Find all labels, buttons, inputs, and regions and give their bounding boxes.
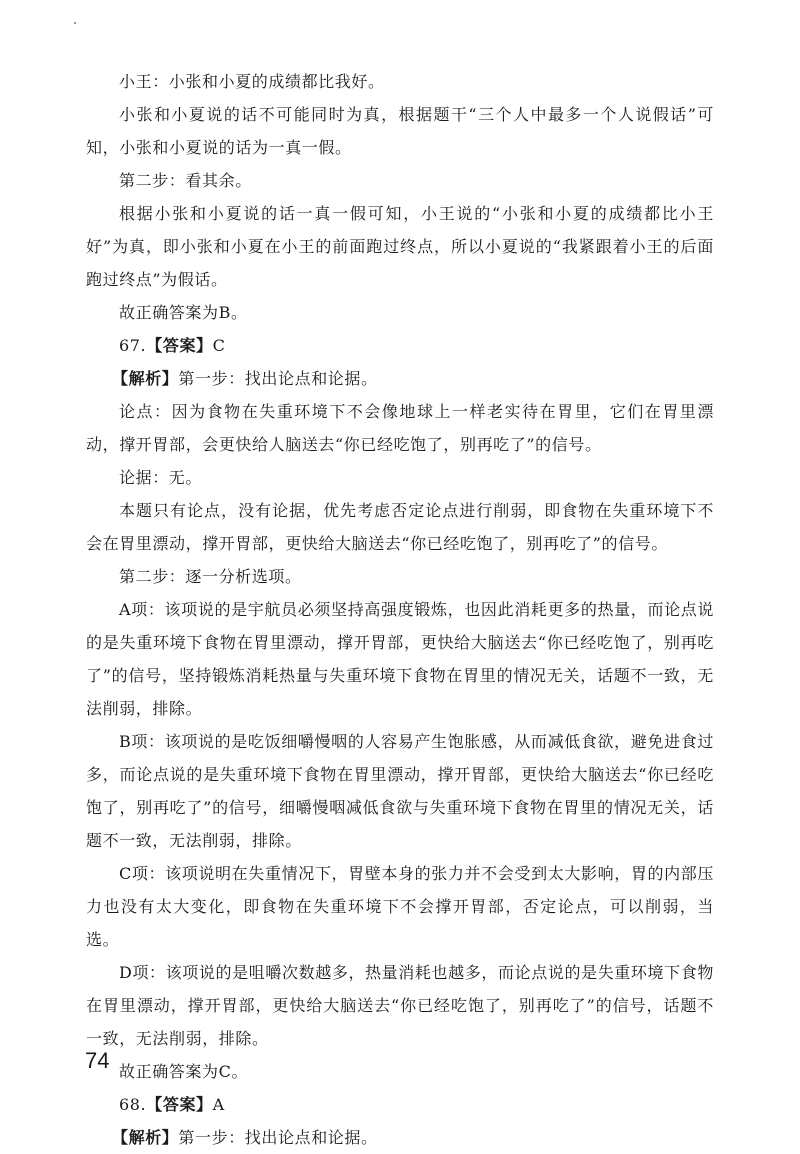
section-text: 第一步：找出论点和论据。 xyxy=(178,1128,378,1147)
answer-heading xyxy=(86,1121,714,1154)
question-number: 68. xyxy=(119,1095,147,1114)
section-label: 【答案】 xyxy=(146,1095,213,1114)
paragraph: 故正确答案为B。 xyxy=(119,303,248,322)
section-text: 第一步：找出论点和论据。 xyxy=(178,369,378,388)
section-label: 【解析】 xyxy=(112,369,179,388)
paragraph: 根据小张和小夏说的话一真一假可知，小王说的“小张和小夏的成绩都比小王好”为真，即小张和小夏在小王的前面跑过终点，所以小夏说的“我紧跟着小王的后面跑过终点”为假话。 xyxy=(86,204,714,289)
paragraph: 本题只有论点，没有论据，优先考虑否定论点进行削弱，即食物在失重环境下不会在胃里漂动，撑开胃部，更快给大脑送去“你已经吃饱了，别再吃了”的信号。 xyxy=(86,501,714,553)
answer-heading xyxy=(86,329,714,362)
paragraph: 第二步：看其余。 xyxy=(119,171,252,190)
paragraph: 小王：小张和小夏的成绩都比我好。 xyxy=(119,72,385,91)
paragraph: C项：该项说明在失重情况下，胃壁本身的张力并不会受到太大影响，胃的内部压力也没有太大变化，即食物在失重环境下不会撑开胃部，否定论点，可以削弱，当选。 xyxy=(86,864,714,949)
question-number: 67. xyxy=(119,336,147,355)
scan-speck xyxy=(74,22,76,24)
answer-heading xyxy=(86,1088,714,1121)
paragraph: 第二步：逐一分析选项。 xyxy=(119,567,302,586)
paragraph: 论点：因为食物在失重环境下不会像地球上一样老实待在胃里，它们在胃里漂动，撑开胃部，会更快给人脑送去“你已经吃饱了，别再吃了”的信号。 xyxy=(86,402,714,454)
section-text: A xyxy=(212,1095,225,1114)
paragraph: 故正确答案为C。 xyxy=(119,1062,249,1081)
section-label: 【解析】 xyxy=(112,1128,179,1147)
paragraph: D项：该项说的是咀嚼次数越多，热量消耗也越多，而论点说的是失重环境下食物在胃里漂动，撑开胃部，更快给大脑送去“你已经吃饱了，别再吃了”的信号，话题不一致，无法削弱，排除。 xyxy=(86,963,714,1048)
document-body xyxy=(86,65,714,1154)
paragraph: B项：该项说的是吃饭细嚼慢咽的人容易产生饱胀感，从而减低食欲，避免进食过多，而论点说的是失重环境下食物在胃里漂动，撑开胃部，更快给大脑送去“你已经吃饱了，别再吃了”的信号，细嚼慢咽减低食欲与失重环境下食物在胃里的情况无关，话题不一致，无法削弱，排除。 xyxy=(86,732,714,850)
answer-heading xyxy=(86,362,714,395)
paragraph: A项：该项说的是宇航员必须坚持高强度锻炼，也因此消耗更多的热量，而论点说的是失重环境下食物在胃里漂动，撑开胃部，更快给大脑送去“你已经吃饱了，别再吃了”的信号，坚持锻炼消耗热量与失重环境下食物在胃里的情况无关，话题不一致，无法削弱，排除。 xyxy=(86,600,714,718)
paragraph: 论据：无。 xyxy=(119,468,203,487)
paragraph: 小张和小夏说的话不可能同时为真，根据题干“三个人中最多一个人说假话”可知，小张和小夏说的话为一真一假。 xyxy=(86,105,714,157)
section-text: C xyxy=(212,336,226,355)
page-number: 74 xyxy=(85,1048,110,1073)
section-label: 【答案】 xyxy=(146,336,213,355)
